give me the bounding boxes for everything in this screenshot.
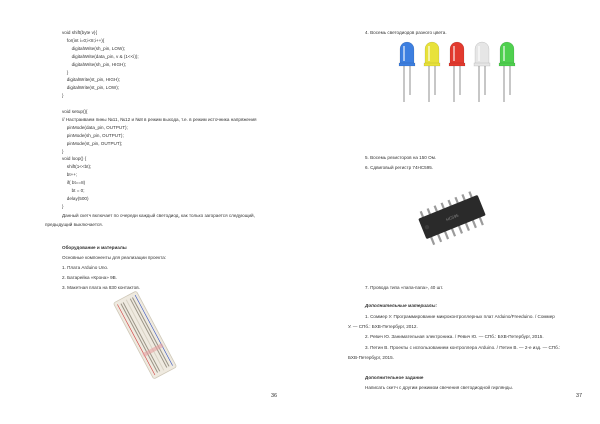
code-line: void shift(byte v){ [62, 30, 97, 35]
task-heading: Дополнительное задание [365, 375, 424, 380]
code-line: digitalWrite(st_pin, HIGH); [66, 77, 121, 83]
list-item: 6. Сдвиговый регистр 74HC595. [365, 165, 434, 170]
reference-line: 1. Соммер У. Программирование микроконтроллерных плат Arduino/Freeduino. / Соммер [365, 314, 555, 319]
led [499, 42, 515, 102]
list-item: 2. Батарейка «Крона» 9В. [62, 275, 117, 280]
list-item: 7. Провода типа «папа-папа», 40 шт. [365, 285, 444, 290]
section-heading: Оборудование и материалы [62, 245, 127, 250]
reference-line: 2. Ревич Ю. Занимательная электроника. / Ревич Ю. — СПб.: БХВ-Петербург, 2015. [365, 334, 544, 339]
paragraph-line: предыдущий выключается. [45, 222, 103, 227]
intro-text: Основные компоненты для реализации проекта: [62, 255, 167, 260]
code-line: digitalWrite(sh_pin, HIGH); [71, 61, 127, 67]
list-item: 1. Плата Arduino Uno. [62, 265, 109, 270]
code-line: pinMode(sh_pin, OUTPUT); [66, 132, 124, 138]
leds-image [397, 40, 527, 110]
led [449, 42, 465, 102]
list-item: 3. Макетная плата на 830 контактов. [62, 285, 140, 290]
task-text: Написать скетч с другим режимом свечения светодиодной гирлянды. [365, 385, 513, 390]
code-line: pinMode(st_pin, OUTPUT); [66, 140, 123, 146]
page-number: 36 [271, 393, 278, 399]
led [399, 42, 415, 102]
code-line: bt = 0; [71, 188, 85, 193]
reference-line: БХВ-Петербург, 2015. [348, 355, 394, 360]
code-line: if( bt==8) [66, 180, 86, 186]
code-line: bt++; [66, 172, 78, 178]
code-line: void setup(){ [62, 109, 88, 114]
led [424, 42, 440, 102]
paragraph-line: Данный скетч включает по очереди каждый светодиод, как только загорается следующий, [62, 213, 255, 218]
code-line: void loop() { [62, 156, 87, 162]
code-line: digitalWrite(st_pin, LOW); [66, 85, 120, 91]
code-line: } [62, 93, 64, 99]
code-line: // Настраиваем пины №11, №12 и №8 в режим выхода, т.е. в режим источника напряжения [62, 116, 257, 122]
code-line: pinMode(data_pin, OUTPUT); [66, 124, 128, 130]
shift-register-chip-image [412, 188, 492, 246]
page-number: 37 [576, 393, 583, 399]
right-page [300, 0, 600, 424]
extra-materials-heading: Дополнительные материалы: [365, 303, 437, 308]
chip-label: HC595 [445, 212, 460, 223]
reference-line: У. — СПб.: БХВ-Петербург, 2012. [348, 324, 418, 329]
code-line: } [66, 69, 69, 75]
led [474, 42, 490, 102]
code-line: digitalWrite(data_pin, v & (1<<i)); [71, 53, 139, 59]
reference-line: 3. Петин В. Проекты с использованием контроллера Arduino. / Петин В. — 2-е изд. — СПб.: [365, 345, 561, 350]
code-line: } [62, 203, 64, 209]
list-item: 5. Восемь резисторов на 150 Ом. [365, 155, 437, 160]
code-line: shift(1<<bt); [66, 164, 92, 170]
code-line: digitalWrite(sh_pin, LOW); [71, 45, 126, 51]
code-line: delay(500) [66, 195, 89, 201]
code-line: } [62, 148, 64, 154]
breadboard-image [110, 290, 180, 380]
list-item: 4. Восемь светодиодов разного цвета. [365, 30, 447, 35]
code-line: for(int i=0;i<8;i++){ [66, 37, 105, 43]
